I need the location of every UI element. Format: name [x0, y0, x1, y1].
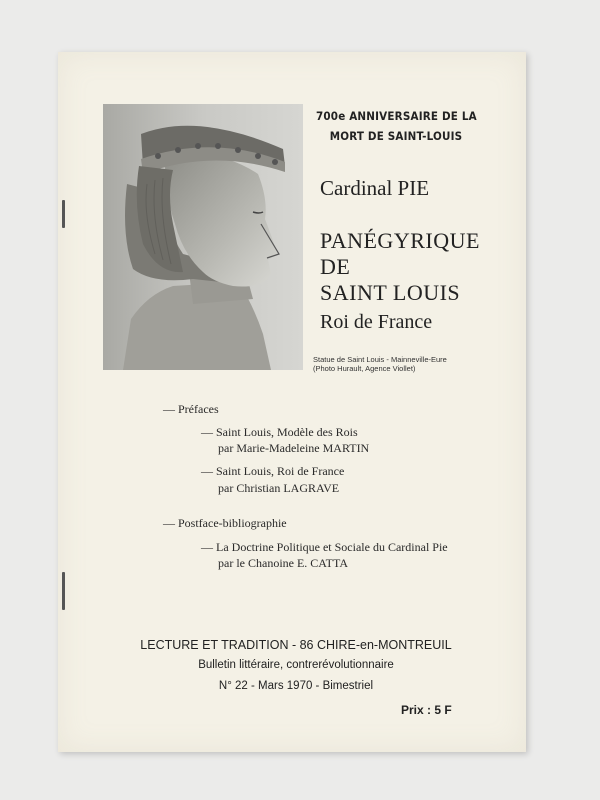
bulletin-line: Bulletin littéraire, contrerévolutionnaire	[198, 659, 394, 671]
title-line-3: SAINT LOUIS	[320, 280, 461, 305]
saint-louis-statue-photo	[103, 104, 303, 370]
anniversary-line-2: MORT DE SAINT-LOUIS	[329, 129, 463, 143]
author-name: Cardinal PIE	[320, 176, 430, 200]
postface-author: par le Chanoine E. CATTA	[218, 556, 349, 570]
photo-caption-1: Statue de Saint Louis - Mainneville-Eure	[313, 355, 447, 364]
preface-2-author: par Christian LAGRAVE	[218, 481, 340, 495]
subtitle: Roi de France	[320, 311, 433, 333]
anniversary-line-1: 700e ANNIVERSAIRE DE LA	[316, 109, 477, 123]
title-line-1: PANÉGYRIQUE	[320, 228, 480, 253]
staple-top	[62, 200, 65, 228]
publisher-line: LECTURE ET TRADITION - 86 CHIRE-en-MONTREUIL	[140, 638, 452, 652]
preface-2-title: — Saint Louis, Roi de France	[201, 464, 345, 478]
title-line-2: DE	[320, 254, 351, 279]
issue-line: N° 22 - Mars 1970 - Bimestriel	[218, 680, 374, 692]
price-label: Prix : 5 F	[401, 703, 452, 717]
photo-caption-2: (Photo Hurault, Agence Viollet)	[313, 364, 416, 373]
postface-title: — La Doctrine Politique et Sociale du Cardinal Pie	[201, 540, 448, 554]
preface-1-title: — Saint Louis, Modèle des Rois	[201, 425, 358, 439]
prefaces-heading: — Préfaces	[163, 402, 219, 416]
preface-1-author: par Marie-Madeleine MARTIN	[218, 441, 370, 455]
postface-heading: — Postface-bibliographie	[163, 516, 287, 530]
staple-bottom	[62, 572, 65, 610]
